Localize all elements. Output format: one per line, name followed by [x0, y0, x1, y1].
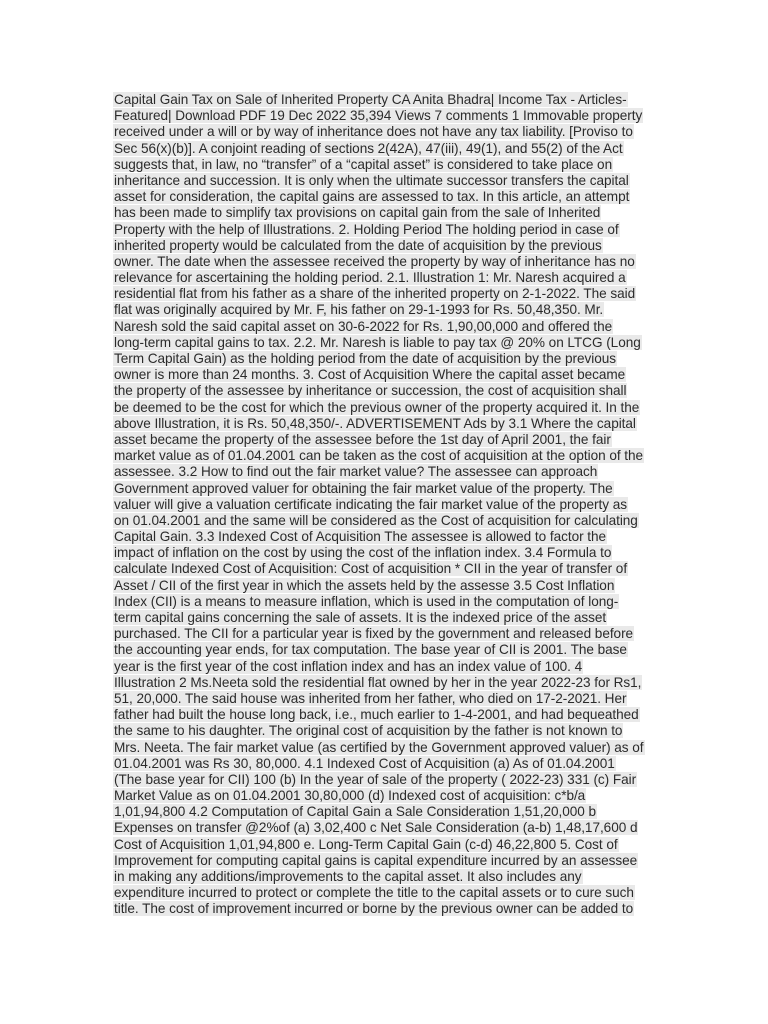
text-line-content: received under a will or by way of inheritance does not have any tax liability. [Proviso to — [114, 124, 633, 140]
text-line — [113, 157, 658, 173]
text-line — [113, 642, 658, 658]
text-line-content: Government approved valuer for obtaining the fair market value of the property. The — [114, 480, 613, 496]
text-line-content: year is the first year of the cost inflation index and has an index value of 100. 4 — [114, 658, 583, 674]
text-line — [113, 302, 658, 318]
text-line-content: Featured| Download PDF 19 Dec 2022 35,394 Views 7 comments 1 Immovable property — [114, 108, 643, 124]
text-line-content: the same to his daughter. The original cost of acquisition by the father is not known to — [114, 723, 623, 739]
text-line-content: flat was originally acquired by Mr. F, his father on 29-1-1993 for Rs. 50,48,350. Mr. — [114, 302, 604, 318]
text-line — [113, 286, 658, 302]
text-line-content: title. The cost of improvement incurred or borne by the previous owner can be added to — [114, 901, 634, 917]
text-line — [113, 319, 658, 335]
text-line — [113, 173, 658, 189]
text-line-content: Asset / CII of the first year in which the assets held by the assesse 3.5 Cost Inflation — [114, 577, 615, 593]
text-line — [113, 432, 658, 448]
text-line — [113, 270, 658, 286]
text-line — [113, 92, 658, 108]
text-line-content: purchased. The CII for a particular year is fixed by the government and released before — [114, 626, 634, 642]
text-line — [113, 594, 658, 610]
text-line-content: owner. The date when the assessee received the property by way of inheritance has no — [114, 253, 635, 269]
text-line — [113, 804, 658, 820]
text-line — [113, 513, 658, 529]
text-line-content: Market Value as on 01.04.2001 30,80,000 (d) Indexed cost of acquisition: c*b/a — [114, 788, 586, 804]
text-line-content: has been made to simplify tax provisions on capital gain from the sale of Inherited — [114, 205, 601, 221]
text-line — [113, 659, 658, 675]
text-line — [113, 869, 658, 885]
text-line-content: impact of inflation on the cost by using the cost of the inflation index. 3.4 Formula to — [114, 545, 612, 561]
text-line-content: Improvement for computing capital gains is capital expenditure incurred by an assessee — [114, 852, 638, 868]
text-line-content: Capital Gain. 3.3 Indexed Cost of Acquisition The assessee is allowed to factor the — [114, 529, 607, 545]
text-line — [113, 335, 658, 351]
text-line — [113, 545, 658, 561]
text-line — [113, 756, 658, 772]
text-line-content: Sec 56(x)(b)]. A conjoint reading of sections 2(42A), 47(iii), 49(1), and 55(2) of the Act — [114, 140, 623, 156]
text-line-content: suggests that, in law, no “transfer” of a “capital asset” is considered to take place on — [114, 156, 613, 172]
text-line-content: valuer will give a valuation certificate indicating the fair market value of the property as — [114, 496, 627, 512]
text-line — [113, 448, 658, 464]
text-line — [113, 254, 658, 270]
text-line-content: Expenses on transfer @2%of (a) 3,02,400 c Net Sale Consideration (a-b) 1,48,17,600 d — [114, 820, 638, 836]
text-line-content: Capital Gain Tax on Sale of Inherited Property CA Anita Bhadra| Income Tax - Articles- — [114, 92, 627, 107]
text-line-content: inheritance and succession. It is only when the ultimate successor transfers the capital — [114, 172, 629, 188]
text-line-content: asset for consideration, the capital gains are assessed to tax. In this article, an attempt — [114, 189, 630, 205]
text-line — [113, 351, 658, 367]
text-line-content: Property with the help of Illustrations. 2. Holding Period The holding period in case of — [114, 221, 619, 237]
text-line-content: Mrs. Neeta. The fair market value (as certified by the Government approved valuer) as of — [114, 739, 644, 755]
text-line — [113, 561, 658, 577]
text-line — [113, 837, 658, 853]
text-line — [113, 108, 658, 124]
text-line — [113, 222, 658, 238]
text-line-content: Term Capital Gain) as the holding period from the date of acquisition by the previous — [114, 351, 617, 366]
text-line-content: be deemed to be the cost for which the previous owner of the property acquired it. In the — [114, 399, 640, 415]
text-line-content: 51, 20,000. The said house was inherited from her father, who died on 17-2-2021. Her — [114, 690, 627, 706]
text-line-content: in making any additions/improvements to the capital asset. It also includes any — [114, 869, 582, 884]
text-line — [113, 675, 658, 691]
text-line-content: the property of the assessee by inheritance or succession, the cost of acquisition shall — [114, 383, 627, 399]
text-line-content: inherited property would be calculated from the date of acquisition by the previous — [114, 237, 602, 253]
text-line — [113, 238, 658, 254]
text-line — [113, 853, 658, 869]
text-line — [113, 707, 658, 723]
text-line — [113, 885, 658, 901]
text-line-content: relevance for ascertaining the holding period. 2.1. Illustration 1: Mr. Naresh acquired a — [114, 270, 626, 286]
text-line-content: above Illustration, it is Rs. 50,48,350/-. ADVERTISEMENT Ads by 3.1 Where the capital — [114, 415, 636, 431]
text-line-content: the accounting year ends, for tax computation. The base year of CII is 2001. The base — [114, 642, 627, 658]
text-line-content: long-term capital gains to tax. 2.2. Mr. Naresh is liable to pay tax @ 20% on LTCG (Long — [114, 334, 641, 350]
text-line — [113, 383, 658, 399]
text-line — [113, 367, 658, 383]
text-line-content: Index (CII) is a means to measure inflation, which is used in the computation of long- — [114, 593, 619, 609]
text-line — [113, 723, 658, 739]
text-line — [113, 481, 658, 497]
text-line — [113, 772, 658, 788]
text-line-content: assessee. 3.2 How to find out the fair market value? The assessee can approach — [114, 464, 598, 480]
text-line-content: 1,01,94,800 4.2 Computation of Capital Gain a Sale Consideration 1,51,20,000 b — [114, 804, 597, 820]
text-line — [113, 400, 658, 416]
text-line — [113, 464, 658, 480]
text-line-content: father had built the house long back, i.e., much earlier to 1-4-2001, and had bequeathed — [114, 707, 639, 723]
text-line — [113, 610, 658, 626]
text-line-content: term capital gains concerning the sale of assets. It is the indexed price of the asset — [114, 610, 607, 625]
text-line-content: owner is more than 24 months. 3. Cost of Acquisition Where the capital asset became — [114, 367, 626, 383]
text-line-content: 01.04.2001 was Rs 30, 80,000. 4.1 Indexed Cost of Acquisition (a) As of 01.04.2001 — [114, 755, 615, 771]
text-line-content: Illustration 2 Ms.Neeta sold the residential flat owned by her in the year 2022-23 for Rs1, — [114, 674, 642, 690]
text-line-content: asset became the property of the assessee before the 1st day of April 2001, the fair — [114, 431, 611, 447]
text-line — [113, 124, 658, 140]
text-line — [113, 205, 658, 221]
text-line — [113, 626, 658, 642]
text-line-content: Cost of Acquisition 1,01,94,800 e. Long-Term Capital Gain (c-d) 46,22,800 5. Cost of — [114, 836, 618, 852]
text-line-content: on 01.04.2001 and the same will be considered as the Cost of acquisition for calculating — [114, 512, 638, 528]
article-body — [113, 92, 658, 918]
text-line-content: (The base year for CII) 100 (b) In the year of sale of the property ( 2022-23) 331 (c) Fair — [114, 771, 637, 787]
text-line-content: calculate Indexed Cost of Acquisition: Cost of acquisition * CII in the year of transfer of — [114, 561, 628, 577]
text-line-content: market value as of 01.04.2001 can be taken as the cost of acquisition at the option of the — [114, 448, 644, 464]
text-line — [113, 740, 658, 756]
text-line — [113, 691, 658, 707]
text-line — [113, 497, 658, 513]
text-line — [113, 901, 658, 917]
text-line — [113, 578, 658, 594]
text-line-content: Naresh sold the said capital asset on 30-6-2022 for Rs. 1,90,00,000 and offered the — [114, 318, 613, 334]
text-line-content: expenditure incurred to protect or complete the title to the capital assets or to cure such — [114, 885, 634, 901]
text-line — [113, 141, 658, 157]
text-line — [113, 189, 658, 205]
text-line-content: residential flat from his father as a share of the inherited property on 2-1-2022. The said — [114, 286, 636, 302]
text-line — [113, 820, 658, 836]
text-line — [113, 416, 658, 432]
text-line — [113, 529, 658, 545]
text-line — [113, 788, 658, 804]
